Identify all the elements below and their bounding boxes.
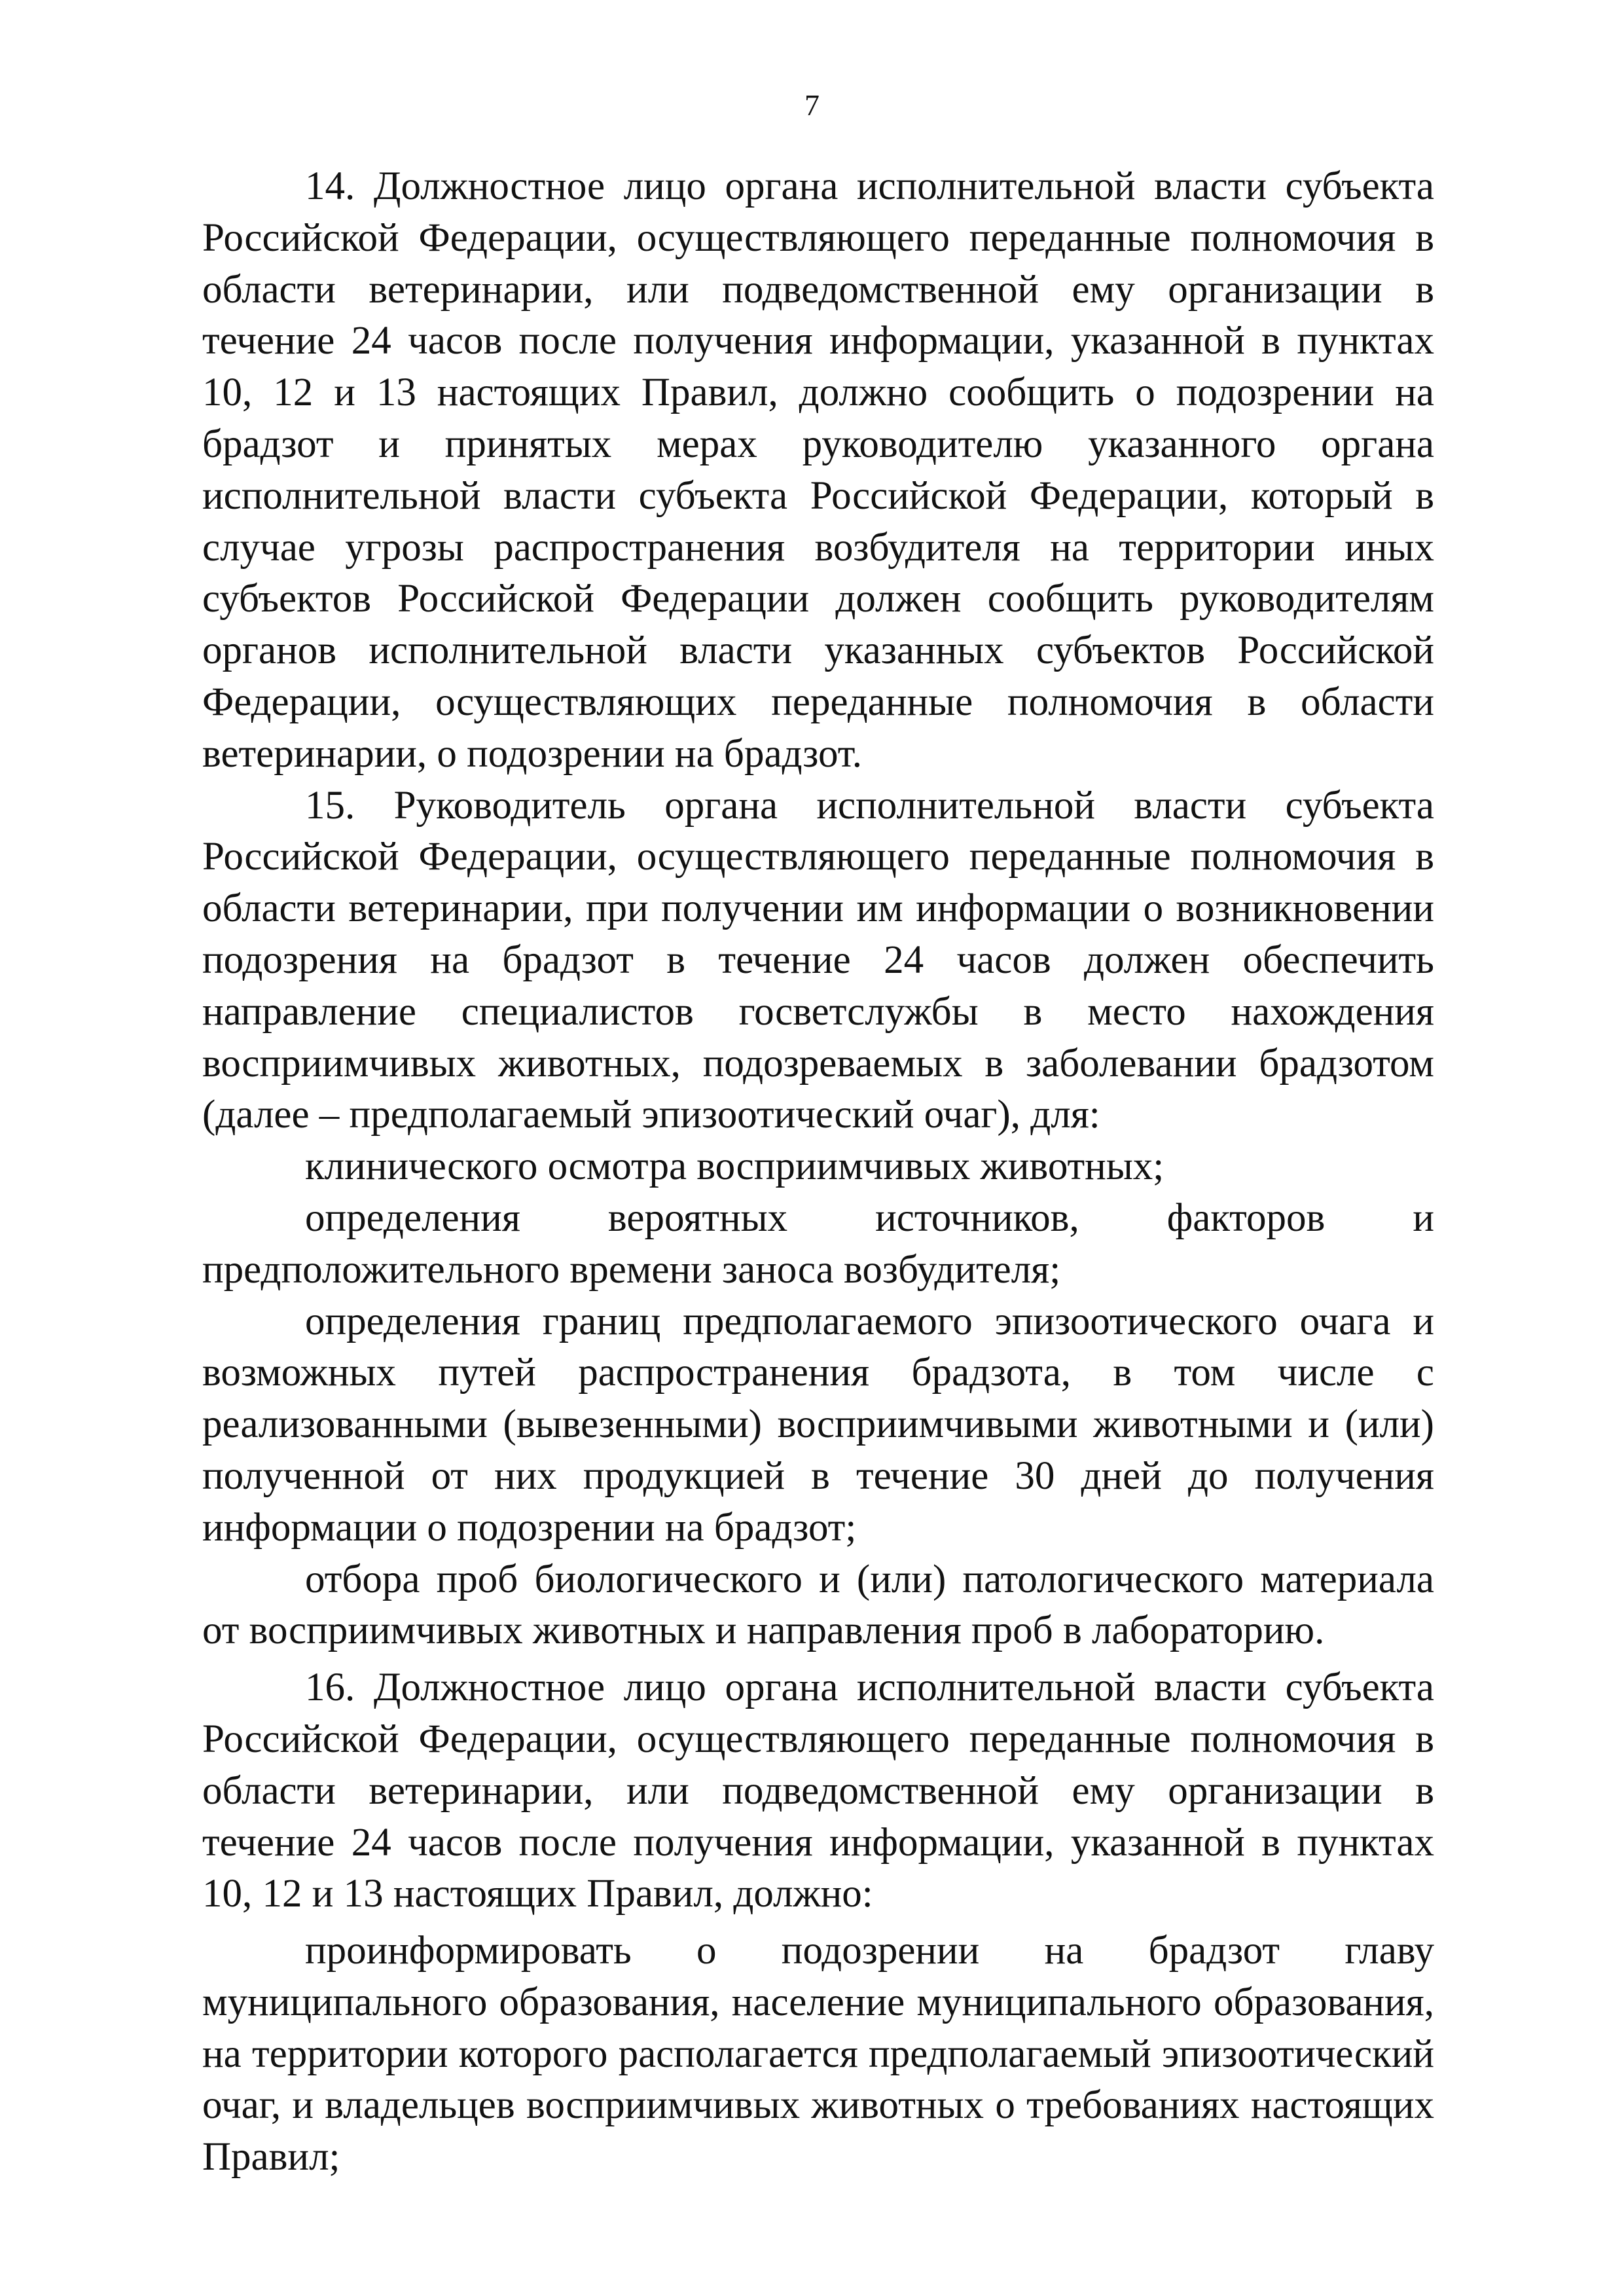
list-item-inform: проинформировать о подозрении на брадзот главу муниципального образования, население муниципального образования, на территории которого располагается предполагаемый эпизоотический очаг, и владельцев восприимчивых животных о требованиях настоящих Правил; <box>202 1929 1434 2179</box>
list-item-focus-boundaries: определения границ предполагаемого эпизоотического очага и возможных путей распространения брадзота, в том числе с реализованными (вывезенными) восприимчивыми животными и (или) полученной от них продукцией в течение 30 дней до получения информации о подозрении на брадзот; <box>202 1299 1434 1550</box>
paragraph-16: 16. Должностное лицо органа исполнительной власти субъекта Российской Федерации, осуществляющего переданные полномочия в области ветеринарии, или подведомственной ему организации в течение 24 часов после получения информации, указанной в пунктах 10, 12 и 13 настоящих Правил, должно: <box>202 1666 1434 1916</box>
list-item-clinical-examination: клинического осмотра восприимчивых животных; <box>305 1144 1164 1189</box>
page-number: 7 <box>804 88 820 122</box>
list-item-sampling: отбора проб биологического и (или) патологического материала от восприимчивых животных и направления проб в лабораторию. <box>202 1557 1434 1653</box>
paragraph-15: 15. Руководитель органа исполнительной власти субъекта Российской Федерации, осуществляющего переданные полномочия в области ветеринарии, при получении им информации о возникновении подозрения на брадзот в течение 24 часов должен обеспечить направление специалистов госветслужбы в место нахождения восприимчивых животных, подозреваемых в заболевании брадзотом (далее – предполагаемый эпизоотический очаг), для: <box>202 783 1434 1137</box>
list-item-sources-factors: определения вероятных источников, факторов и предположительного времени заноса возбудителя; <box>202 1195 1434 1292</box>
document-body <box>202 161 1434 2183</box>
paragraph-14: 14. Должностное лицо органа исполнительной власти субъекта Российской Федерации, осуществляющего переданные полномочия в области ветеринарии, или подведомственной ему организации в течение 24 часов после получения информации, указанной в пунктах 10, 12 и 13 настоящих Правил, должно сообщить о подозрении на брадзот и принятых мерах руководителю указанного органа исполнительной власти субъекта Российской Федерации, который в случае угрозы распространения возбудителя на территории иных субъектов Российской Федерации должен сообщить руководителям органов исполнительной власти указанных субъектов Российской Федерации, осуществляющих переданные полномочия в области ветеринарии, о подозрении на брадзот. <box>202 164 1434 776</box>
